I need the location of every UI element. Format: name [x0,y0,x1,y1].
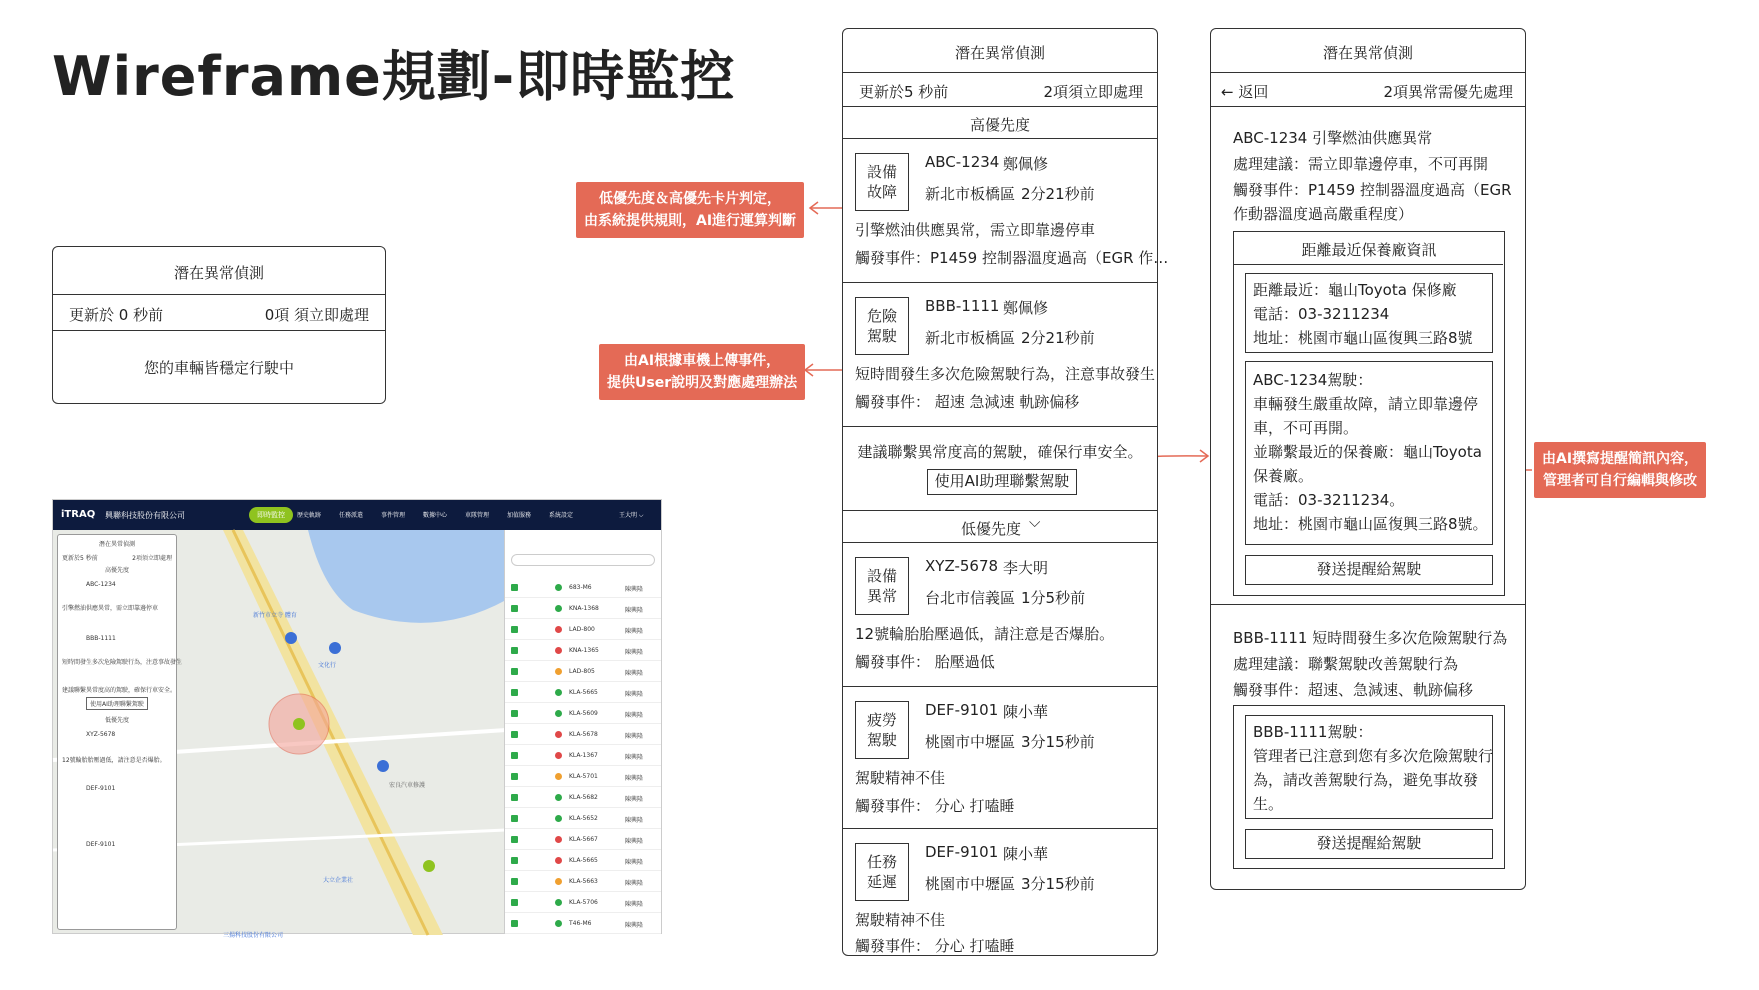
vehicle-plate: LAD-800 [569,626,595,633]
vehicle-driver: 陳興隆 [625,712,644,719]
vehicle-plate: KLA-5665 [569,857,598,864]
garage-address: 地址：桃園市龜山區復興三路8號 [1253,329,1473,347]
message-line: 電話：03-3211234。 [1253,491,1405,509]
nav-tab-settings[interactable]: 系統設定 [549,512,574,519]
card-trigger: 觸發事件： 分心 打嗑睡 [855,797,1015,815]
garage-distance: 距離最近：龜山Toyota 保修廠 [1253,281,1457,299]
vehicle-driver: 陳興隆 [625,649,644,656]
mini-card1-plate: ABC-1234 [86,581,116,588]
card-location: 台北市信義區 [925,589,1016,607]
alert-count: 2項異常需優先處理 [1383,83,1513,101]
vehicle-plate: KLA-5652 [569,815,598,822]
card-location: 桃園市中壢區 [925,733,1016,751]
card-plate: BBB-1111 [925,297,1000,315]
vehicle-driver: 陳興隆 [625,859,644,866]
alert-detail-panel [1210,28,1526,890]
message-line: 車，不可再開。 [1253,419,1359,437]
card-time: 3分15秒前 [1021,875,1095,893]
nav-tab-data[interactable]: 數據中心 [423,512,448,519]
send-reminder-button[interactable]: 發送提醒給駕駛 [1245,555,1493,585]
nav-tab-addons[interactable]: 加值服務 [507,512,532,519]
vehicle-plate: T46-M6 [569,920,592,927]
vehicle-plate: KLA-5665 [569,689,598,696]
page-title: Wireframe規劃-即時監控 [52,45,736,108]
card-trigger: 觸發事件： 胎壓過低 [855,653,995,671]
vehicle-driver: 陳興隆 [625,817,644,824]
empty-message: 您的車輛皆穩定行駛中 [143,359,294,377]
mini-card4-plate: DEF-9101 [86,785,116,792]
card-description: 12號輪胎胎壓過低，請注意是否爆胎。 [855,625,1115,643]
card-location: 桃園市中壢區 [925,875,1016,893]
nav-tab-events[interactable]: 事件管理 [381,512,406,519]
company-name: 興聯科技股份有限公司 [105,511,185,520]
garage-title: 距離最近保養廠資訊 [1301,241,1437,259]
card-time: 2分21秒前 [1021,185,1095,203]
section-high-priority: 高優先度 [969,116,1030,134]
detail-title: ABC-1234 引擎燃油供應異常 [1233,129,1433,147]
nav-tab-history[interactable]: 歷史軌跡 [297,512,322,519]
mini-card2-desc: 短時間發生多次危險駕駛行為，注意事故發生 [62,659,183,666]
send-reminder-button[interactable]: 發送提醒給駕駛 [1245,829,1493,859]
card-description: 駕駛精神不佳 [855,911,946,929]
card-tag: 設備 異常 [855,557,909,615]
card-description: 引擎燃油供應異常，需立即靠邊停車 [855,221,1096,239]
map-label-shop: 文化行 [318,662,337,669]
message-line: 為，請改善駕駛行為，避免事故發 [1253,771,1479,789]
vehicle-plate: KNA-1365 [569,647,599,654]
card-tag: 設備 故障 [855,153,909,211]
detail-title: BBB-1111 短時間發生多次危險駕駛行為 [1233,629,1508,647]
nav-tab-dispatch[interactable]: 任務派遣 [339,512,364,519]
message-line: 並聯繫最近的保養廠：龜山Toyota [1253,443,1482,461]
mini-card3-desc: 12號輪胎胎壓過低，請注意是否爆胎。 [62,757,166,764]
message-line: 保養廠。 [1253,467,1314,485]
vehicle-plate: 683-M6 [569,584,592,591]
card-tag: 危險 駕駛 [855,297,909,355]
card-time: 1分5秒前 [1021,589,1086,607]
mini-high: 高優先度 [104,567,129,574]
map-label-temple: 新竹市立寺 體育 [253,612,297,619]
vehicle-driver: 陳興隆 [625,922,644,929]
vehicle-driver: 陳興隆 [625,775,644,782]
detail-trigger-cont: 作動器溫度過高嚴重程度） [1233,205,1414,223]
vehicle-plate: KLA-5706 [569,899,598,906]
mini-panel-header: 潛在異常偵測 [98,541,135,548]
brand-logo: iTRAQ [61,509,96,520]
vehicle-plate: KLA-5678 [569,731,598,738]
alert-count: 2項須立即處理 [1043,83,1143,101]
mini-ai-button[interactable]: 使用AI助理聯繫駕駛 [86,697,148,710]
card-location: 新北市板橋區 [925,329,1016,347]
card-plate: DEF-9101 [925,843,999,861]
card-time: 2分21秒前 [1021,329,1095,347]
vehicle-plate: KLA-5682 [569,794,598,801]
contact-suggestion: 建議聯繫異常度高的駕駛，確保行車安全。 [857,443,1143,461]
detail-advice: 處理建議：需立即靠邊停車，不可再開 [1233,155,1489,173]
mini-update: 更新於5 秒前 [62,555,98,562]
mini-count: 2項須立即處理 [132,555,172,562]
vehicle-driver: 陳興隆 [625,733,644,740]
alert-count: 0項 須立即處理 [264,306,369,324]
update-status: 更新於5 秒前 [859,83,949,101]
section-low-priority[interactable]: 低優先度 [961,520,1022,538]
card-plate: DEF-9101 [925,701,999,719]
card-driver: 鄭佩修 [1003,299,1049,317]
card-driver: 鄭佩修 [1003,155,1049,173]
mini-card2-plate: BBB-1111 [86,635,116,642]
nav-tab-fleet[interactable]: 車隊管理 [465,512,490,519]
card-driver: 陳小華 [1003,845,1049,863]
chevron-down-icon[interactable]: ⌵ [1029,513,1041,531]
card-trigger: 觸發事件： 超速 急減速 軌跡偏移 [855,393,1080,411]
vehicle-driver: 陳興隆 [625,670,644,677]
message-line: 管理者已注意到您有多次危險駕駛行 [1253,747,1494,765]
card-tag: 疲勞 駕駛 [855,701,909,759]
back-button[interactable]: ← 返回 [1221,83,1269,101]
vehicle-driver: 陳興隆 [625,754,644,761]
vehicle-plate: KNA-1368 [569,605,599,612]
card-location: 新北市板橋區 [925,185,1016,203]
garage-phone: 電話：03-3211234 [1253,305,1390,323]
user-menu[interactable]: 王大明 ⌵ [619,512,644,519]
message-line: BBB-1111駕駛： [1253,723,1373,741]
map-label-repair: 宏良汽車修護 [389,782,426,789]
vehicle-plate: KLA-5609 [569,710,598,717]
mini-card5-plate: DEF-9101 [86,841,116,848]
map-label-company: 大立企業社 [323,877,354,884]
vehicle-driver: 陳興隆 [625,796,644,803]
card-plate: XYZ-5678 [925,557,999,575]
vehicle-driver: 陳興隆 [625,628,644,635]
vehicle-driver: 陳興隆 [625,691,644,698]
vehicle-plate: KLA-5663 [569,878,598,885]
message-line: 生。 [1253,795,1284,813]
alert-list-panel [842,28,1169,956]
callout-priority-rule: 低優先度＆高優先卡片判定， 由系統提供規則，AI進行運算判斷 [576,182,804,238]
callout-ai-event: 由AI根據車機上傳事件， 提供User說明及對應處理辦法 [599,344,805,400]
vehicle-driver: 陳興隆 [625,838,644,845]
panel-header: 潛在異常偵測 [1322,44,1413,62]
detail-trigger: 觸發事件：超速、急減速、軌跡偏移 [1233,681,1474,699]
mini-low: 低優先度 [104,717,129,724]
mini-card1-desc: 引擎燃油供應異常，需立即靠邊停車 [62,605,159,612]
message-line: 車輛發生嚴重故障，請立即靠邊停 [1253,395,1479,413]
card-trigger: 觸發事件： 分心 打嗑睡 [855,937,1015,955]
card-trigger: 觸發事件：P1459 控制器溫度過高（EGR 作… [855,249,1169,267]
detail-advice: 處理建議：聯繫駕駛改善駕駛行為 [1233,655,1459,673]
detail-trigger: 觸發事件：P1459 控制器溫度過高（EGR [1233,181,1512,199]
card-description: 短時間發生多次危險駕駛行為，注意事故發生 [855,365,1156,383]
vehicle-plate: KLA-1367 [569,752,598,759]
panel-header: 潛在異常偵測 [173,264,264,282]
card-description: 駕駛精神不佳 [855,769,946,787]
vehicle-plate: KLA-5667 [569,836,598,843]
panel-header: 潛在異常偵測 [954,44,1045,62]
card-time: 3分15秒前 [1021,733,1095,751]
update-status: 更新於 0 秒前 [69,306,164,324]
vehicle-driver: 陳興隆 [625,880,644,887]
message-line: 地址：桃園市龜山區復興三路8號。 [1253,515,1488,533]
card-tag: 任務 延遲 [855,843,909,901]
ai-assistant-button[interactable]: 使用AI助理聯繫駕駛 [927,469,1077,495]
vehicle-driver: 陳興隆 [625,586,644,593]
vehicle-driver: 陳興隆 [625,901,644,908]
mini-card3-plate: XYZ-5678 [86,731,116,738]
vehicle-driver: 陳興隆 [625,607,644,614]
message-line: ABC-1234駕駛： [1253,371,1373,389]
card-driver: 李大明 [1003,559,1049,577]
nav-tab-monitor[interactable]: 即時監控 [249,507,293,523]
vehicle-plate: KLA-5701 [569,773,598,780]
card-plate: ABC-1234 [925,153,1000,171]
callout-ai-draft: 由AI撰寫提醒簡訊內容， 管理者可自行編輯與修改 [1534,442,1706,498]
map-label-tech: 三揚科技股份有限公司 [223,932,284,939]
card-driver: 陳小華 [1003,703,1049,721]
mini-suggestion: 建議聯繫異常度高的駕駛，確保行車安全。 [62,687,177,694]
vehicle-plate: LAD-805 [569,668,595,675]
